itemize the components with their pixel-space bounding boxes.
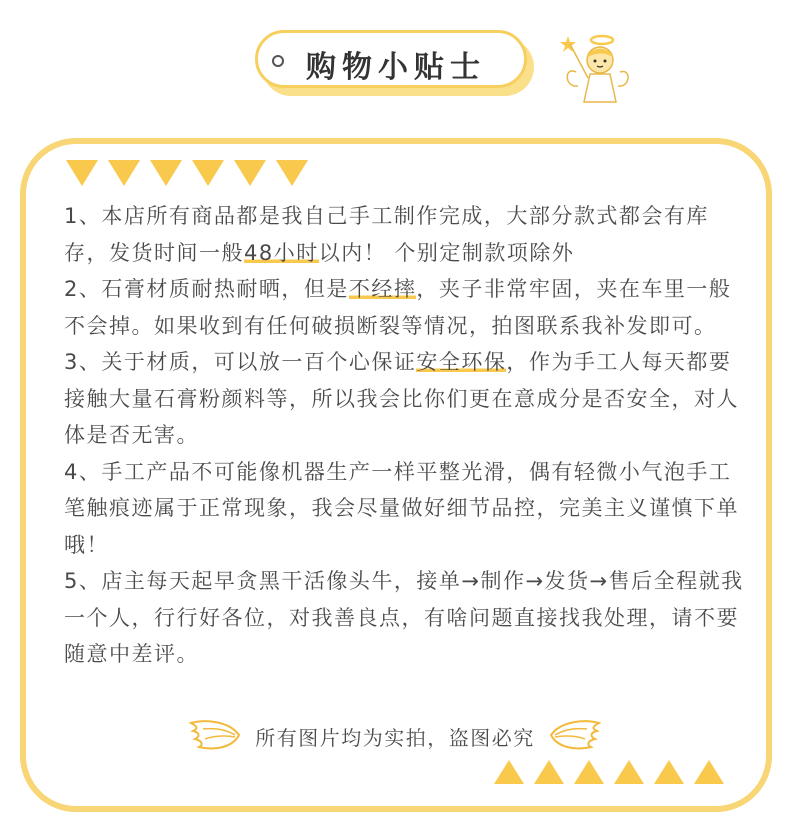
footer	[0, 716, 790, 756]
angel-icon	[560, 30, 630, 110]
tip-highlight: 48小时	[244, 240, 319, 265]
page-title: 购物小贴士	[306, 50, 486, 85]
tip-item	[64, 454, 744, 564]
triangle-up-icon	[694, 760, 724, 784]
tip-item	[64, 198, 744, 271]
tip-highlight: 安全环保	[416, 350, 507, 374]
triangle-down-icon	[192, 160, 224, 186]
triangle-up-icon	[534, 760, 564, 784]
wing-right-icon	[549, 719, 601, 753]
circle-icon	[272, 55, 284, 67]
tip-item	[64, 271, 744, 344]
tip-text: 1、本店所有商品都是我自己手工制作完成，大部分款式都会有库存，发货时间一般	[64, 204, 709, 265]
triangle-up-icon	[494, 760, 524, 784]
tip-text: 3、关于材质，可以放一百个心保证	[64, 350, 417, 374]
triangle-down-icon	[66, 160, 98, 186]
tip-highlight: 不经摔	[348, 277, 417, 301]
footer-text: 所有图片均为实拍，盗图必究	[255, 725, 535, 750]
triangle-up-icon	[654, 760, 684, 784]
title-badge	[255, 30, 527, 88]
triangle-row-top	[66, 160, 308, 186]
triangle-up-icon	[614, 760, 644, 784]
triangle-down-icon	[108, 160, 140, 186]
triangle-down-icon	[276, 160, 308, 186]
tip-text: 以内！ 个别定制款项除外	[318, 240, 575, 265]
triangle-row-bottom	[494, 760, 724, 784]
wing-left-icon	[189, 719, 241, 753]
tip-item	[64, 563, 744, 673]
tip-item	[64, 344, 744, 454]
tip-text: 5、店主每天起早贪黑干活像头牛，接单→制作→发货→售后全程就我一个人，行行好各位，对我善良点，有啥问题直接找我处理，请不要随意中差评。	[64, 569, 744, 666]
tips-list	[64, 198, 744, 673]
triangle-down-icon	[234, 160, 266, 186]
tip-text: 4、手工产品不可能像机器生产一样平整光滑，偶有轻微小气泡手工笔触痕迹属于正常现象，我会尽量做好细节品控，完美主义谨慎下单哦！	[64, 459, 739, 557]
tip-text: 2、石膏材质耐热耐晒，但是	[64, 277, 349, 301]
tip-text: ，作为手工人每天都要接触大量石膏粉颜料等，所以我会比你们更在意成分是否安全，对人体是否无害。	[64, 350, 739, 447]
tip-text: ，夹子非常牢固，夹在车里一般不会掉。如果收到有任何破损断裂等情况，拍图联系我补发即可。	[64, 277, 732, 338]
triangle-down-icon	[150, 160, 182, 186]
triangle-up-icon	[574, 760, 604, 784]
